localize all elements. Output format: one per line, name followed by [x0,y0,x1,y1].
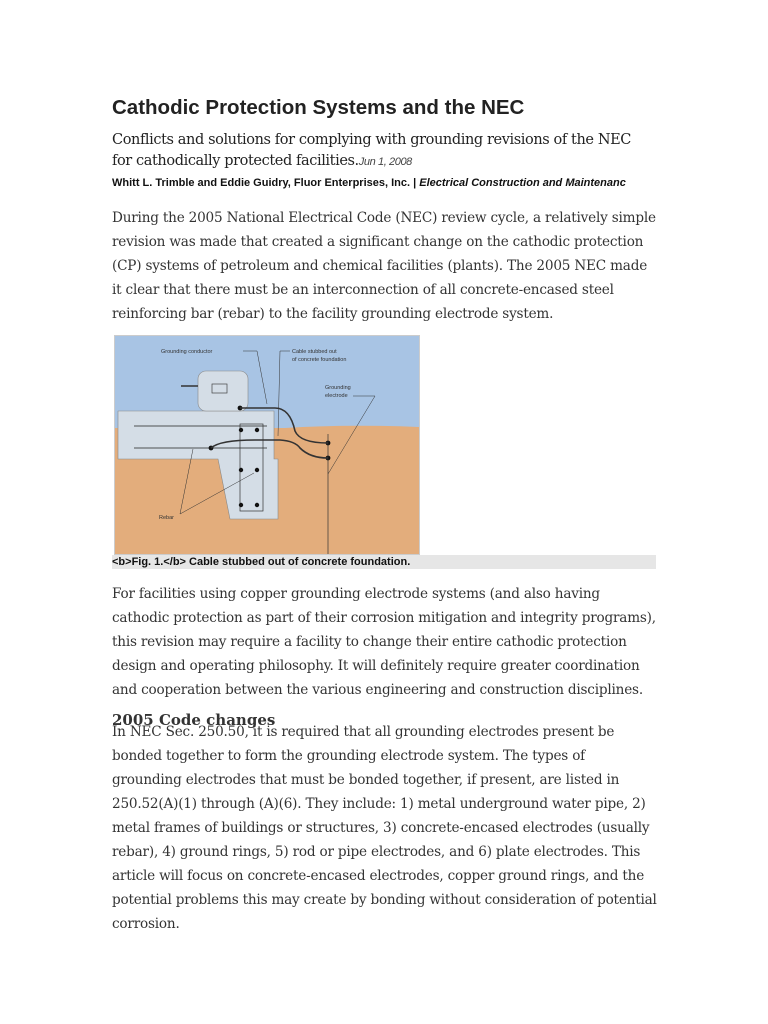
date: Jun 1, 2008 [358,156,412,168]
paragraph-3: In NEC Sec. 250.50, it is required that all grounding electrodes present be bonded together to form the grounding electrode system. The types of grounding electrodes that must be bonded together, if present, are listed in 250.52(A)(1) through (A)(6). They include: 1) metal underground water pipe, 2) metal frames of buildings or structures, 3) concrete-encased electrodes (usually rebar), 4) ground rings, 5) rod or pipe electrodes, and 6) plate electrodes. This article will focus on concrete-encased electrodes, copper ground rings, and the potential problems this may create by bonding without consideration of potential corrosion. [112,724,657,932]
paragraph-2: For facilities using copper grounding electrode systems (and also having cathodic protection as part of their corrosion mitigation and integrity programs), this revision may require a facility to change their entire cathodic protection design and operating philosophy. It will definitely require greater coordination and cooperation between the various engineering and construction disciplines. [112,586,656,698]
figure-caption: <b>Fig. 1.</b> Cable stubbed out of concrete foundation. [112,555,656,569]
page-title: Cathodic Protection Systems and the NEC [112,96,525,119]
authors: Whitt L. Trimble and Eddie Guidry, Fluor Enterprises, Inc. | [112,177,420,189]
section-heading: 2005 Code changes [112,711,276,729]
subtitle-text: Conflicts and solutions for complying with grounding revisions of the NEC for cathodically protected facilities. [112,132,631,169]
label-cable-2: of concrete foundation [292,357,347,363]
label-rebar: Rebar [159,515,174,521]
paragraph-1: During the 2005 National Electrical Code (NEC) review cycle, a relatively simple revision was made that created a significant change on the cathodic protection (CP) systems of petroleum and chemical facilities (plants). The 2005 NEC made it clear that there must be an interconnection of all concrete-encased steel reinforcing bar (rebar) to the facility grounding electrode system. [112,210,656,322]
label-electrode-2: electrode [325,393,348,399]
publication-link[interactable]: Electrical Construction and Maintenanc [419,177,626,189]
label-grounding-conductor: Grounding conductor [161,349,213,355]
subtitle [112,130,632,172]
label-cable-1: Cable stubbed out [292,349,337,355]
figure-diagram [114,335,420,555]
byline [112,177,626,189]
label-electrode-1: Grounding [325,385,351,391]
